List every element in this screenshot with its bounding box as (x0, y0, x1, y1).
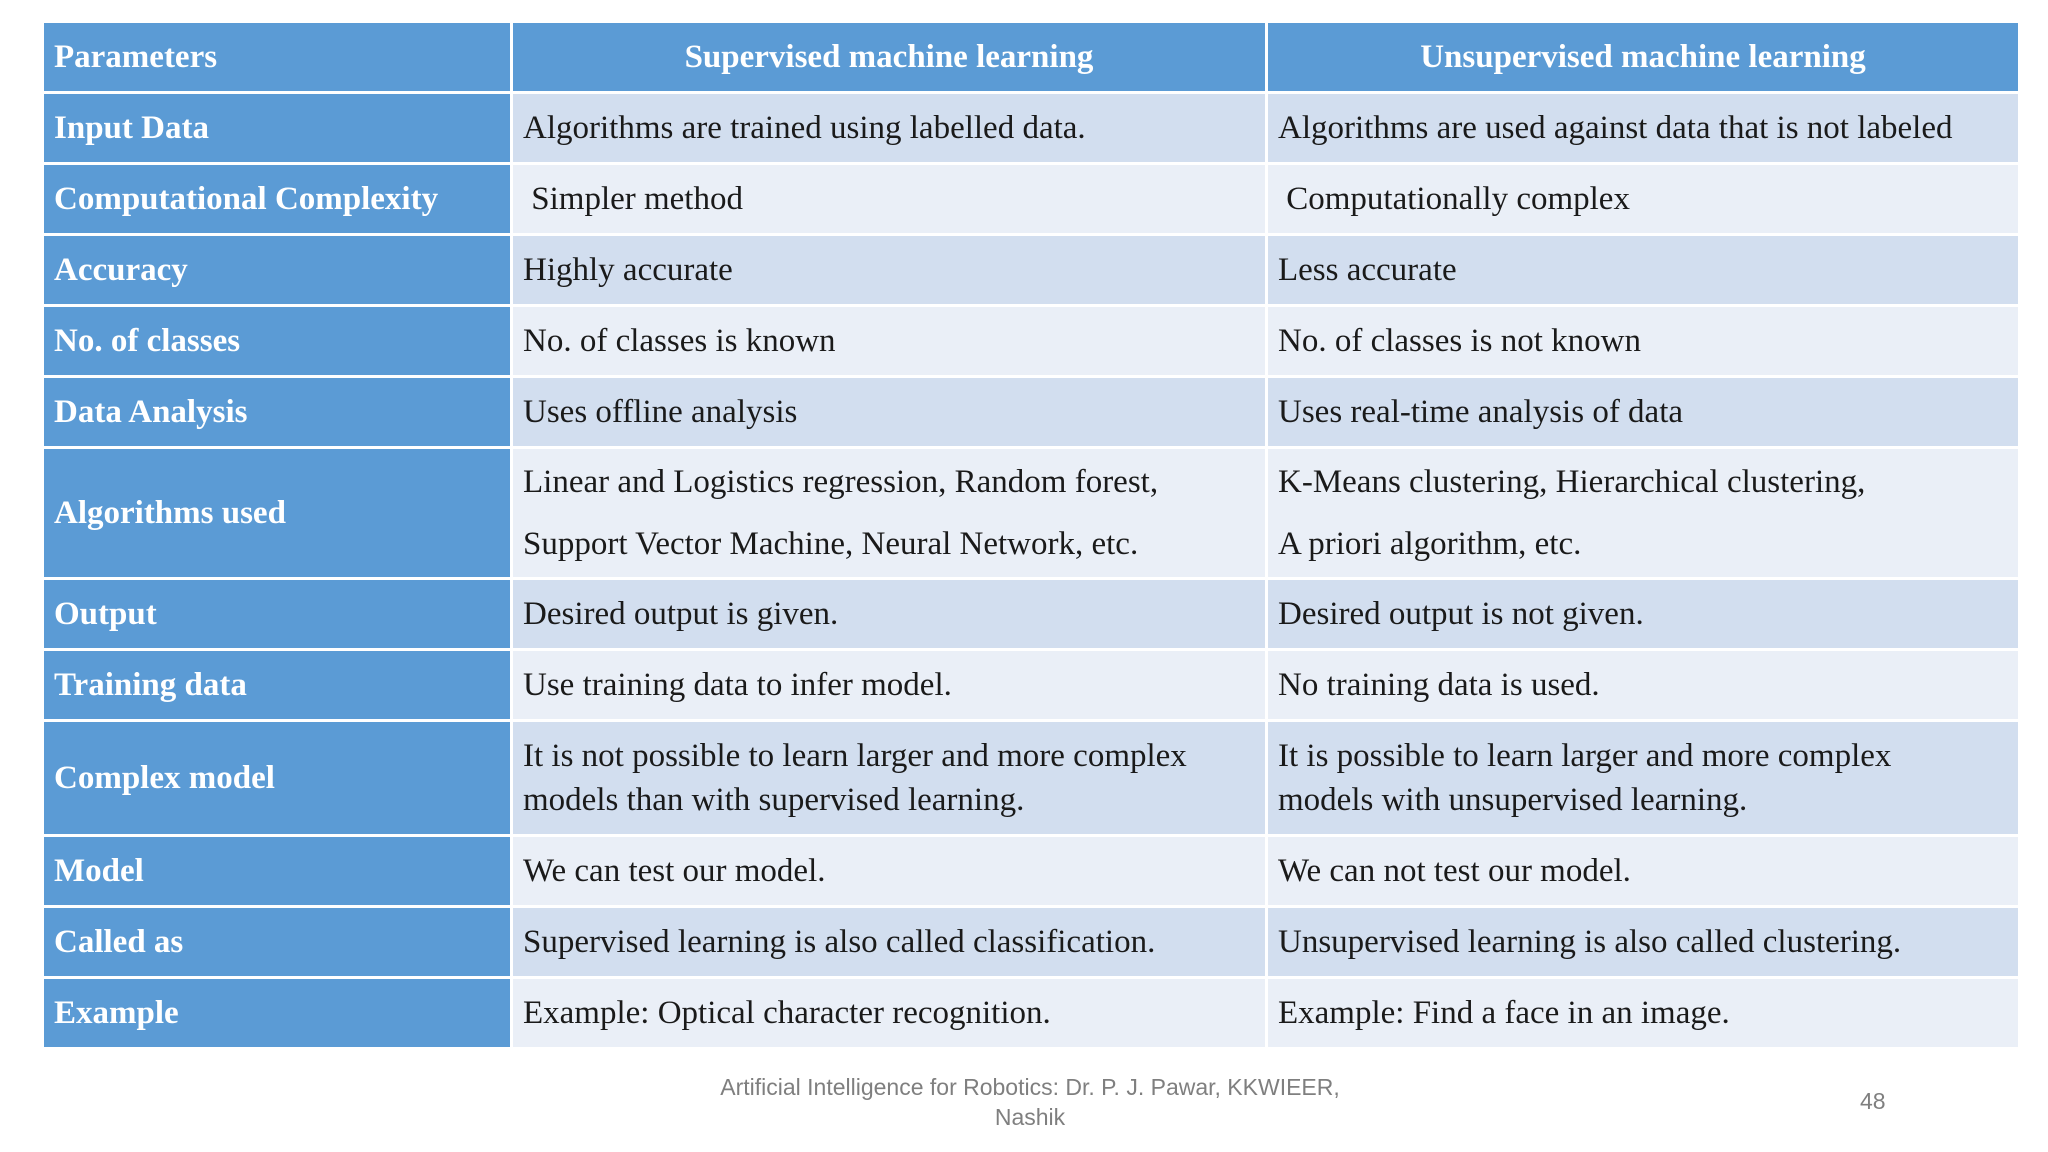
parameter-cell: Input Data (43, 93, 512, 164)
supervised-cell (512, 93, 1267, 164)
supervised-cell (512, 306, 1267, 377)
table-row (43, 650, 2020, 721)
page-number: 48 (1860, 1088, 1886, 1114)
unsupervised-text: No. of classes is not known (1278, 323, 1641, 359)
footer-line-1: Artificial Intelligence for Robotics: Dr. P. J. Pawar, KKWIEER, (720, 1074, 1340, 1100)
parameter-cell: Data Analysis (43, 377, 512, 448)
unsupervised-text: Unsupervised learning is also called clustering. (1278, 924, 1902, 960)
unsupervised-text: Less accurate (1278, 252, 1457, 288)
unsupervised-text: It is possible to learn larger and more complex (1278, 738, 1892, 774)
table-body (43, 93, 2020, 1049)
table-row (43, 836, 2020, 907)
table-row (43, 907, 2020, 978)
unsupervised-text: No training data is used. (1278, 667, 1600, 703)
supervised-text: We can test our model. (523, 853, 826, 889)
parameter-cell: Model (43, 836, 512, 907)
supervised-text: Simpler method (523, 181, 743, 217)
unsupervised-cell (1267, 235, 2020, 306)
supervised-text: models than with supervised learning. (523, 782, 1025, 818)
unsupervised-cell (1267, 978, 2020, 1049)
unsupervised-cell (1267, 721, 2020, 836)
supervised-cell (512, 448, 1267, 579)
table-row (43, 721, 2020, 836)
parameter-cell: Output (43, 579, 512, 650)
table-row (43, 164, 2020, 235)
parameter-cell: Training data (43, 650, 512, 721)
parameter-cell: Computational Complexity (43, 164, 512, 235)
table-row (43, 377, 2020, 448)
parameter-cell: Accuracy (43, 235, 512, 306)
supervised-cell (512, 235, 1267, 306)
supervised-text: No. of classes is known (523, 323, 836, 359)
supervised-text: Linear and Logistics regression, Random forest, (523, 464, 1159, 500)
header-supervised: Supervised machine learning (512, 22, 1267, 93)
unsupervised-text: Desired output is not given. (1278, 596, 1644, 632)
parameter-cell: No. of classes (43, 306, 512, 377)
parameter-cell: Algorithms used (43, 448, 512, 579)
table-row (43, 448, 2020, 579)
table-row (43, 235, 2020, 306)
supervised-text: It is not possible to learn larger and more complex (523, 738, 1187, 774)
supervised-text: Support Vector Machine, Neural Network, etc. (523, 526, 1139, 562)
table-header-row (43, 22, 2020, 93)
table-row (43, 93, 2020, 164)
supervised-cell (512, 164, 1267, 235)
supervised-cell (512, 978, 1267, 1049)
slide-footer (660, 1072, 1400, 1132)
unsupervised-text: Algorithms are used against data that is not labeled (1278, 110, 1953, 146)
supervised-cell (512, 579, 1267, 650)
unsupervised-cell (1267, 377, 2020, 448)
unsupervised-cell (1267, 836, 2020, 907)
unsupervised-text: Example: Find a face in an image. (1278, 995, 1730, 1031)
unsupervised-text: A priori algorithm, etc. (1278, 526, 1582, 562)
unsupervised-text: K-Means clustering, Hierarchical clustering, (1278, 464, 1866, 500)
unsupervised-cell (1267, 650, 2020, 721)
table-row (43, 579, 2020, 650)
supervised-cell (512, 650, 1267, 721)
table-row (43, 306, 2020, 377)
supervised-cell (512, 721, 1267, 836)
supervised-text: Desired output is given. (523, 596, 839, 632)
supervised-text: Algorithms are trained using labelled data. (523, 110, 1086, 146)
comparison-table (41, 20, 2021, 1050)
supervised-text: Example: Optical character recognition. (523, 995, 1051, 1031)
parameter-cell: Example (43, 978, 512, 1049)
footer-line-2: Nashik (994, 1104, 1066, 1130)
supervised-cell (512, 907, 1267, 978)
unsupervised-cell (1267, 579, 2020, 650)
header-unsupervised: Unsupervised machine learning (1267, 22, 2020, 93)
supervised-text: Supervised learning is also called classification. (523, 924, 1156, 960)
supervised-text: Uses offline analysis (523, 394, 798, 430)
unsupervised-cell (1267, 907, 2020, 978)
supervised-cell (512, 836, 1267, 907)
supervised-text: Highly accurate (523, 252, 733, 288)
supervised-cell (512, 377, 1267, 448)
table-row (43, 978, 2020, 1049)
unsupervised-cell (1267, 93, 2020, 164)
unsupervised-cell (1267, 306, 2020, 377)
unsupervised-text: models with unsupervised learning. (1278, 782, 1748, 818)
unsupervised-text: We can not test our model. (1278, 853, 1631, 889)
unsupervised-cell (1267, 448, 2020, 579)
unsupervised-cell (1267, 164, 2020, 235)
unsupervised-text: Computationally complex (1278, 181, 1630, 217)
parameter-cell: Complex model (43, 721, 512, 836)
unsupervised-text: Uses real-time analysis of data (1278, 394, 1684, 430)
supervised-text: Use training data to infer model. (523, 667, 952, 703)
parameter-cell: Called as (43, 907, 512, 978)
header-parameters: Parameters (43, 22, 512, 93)
